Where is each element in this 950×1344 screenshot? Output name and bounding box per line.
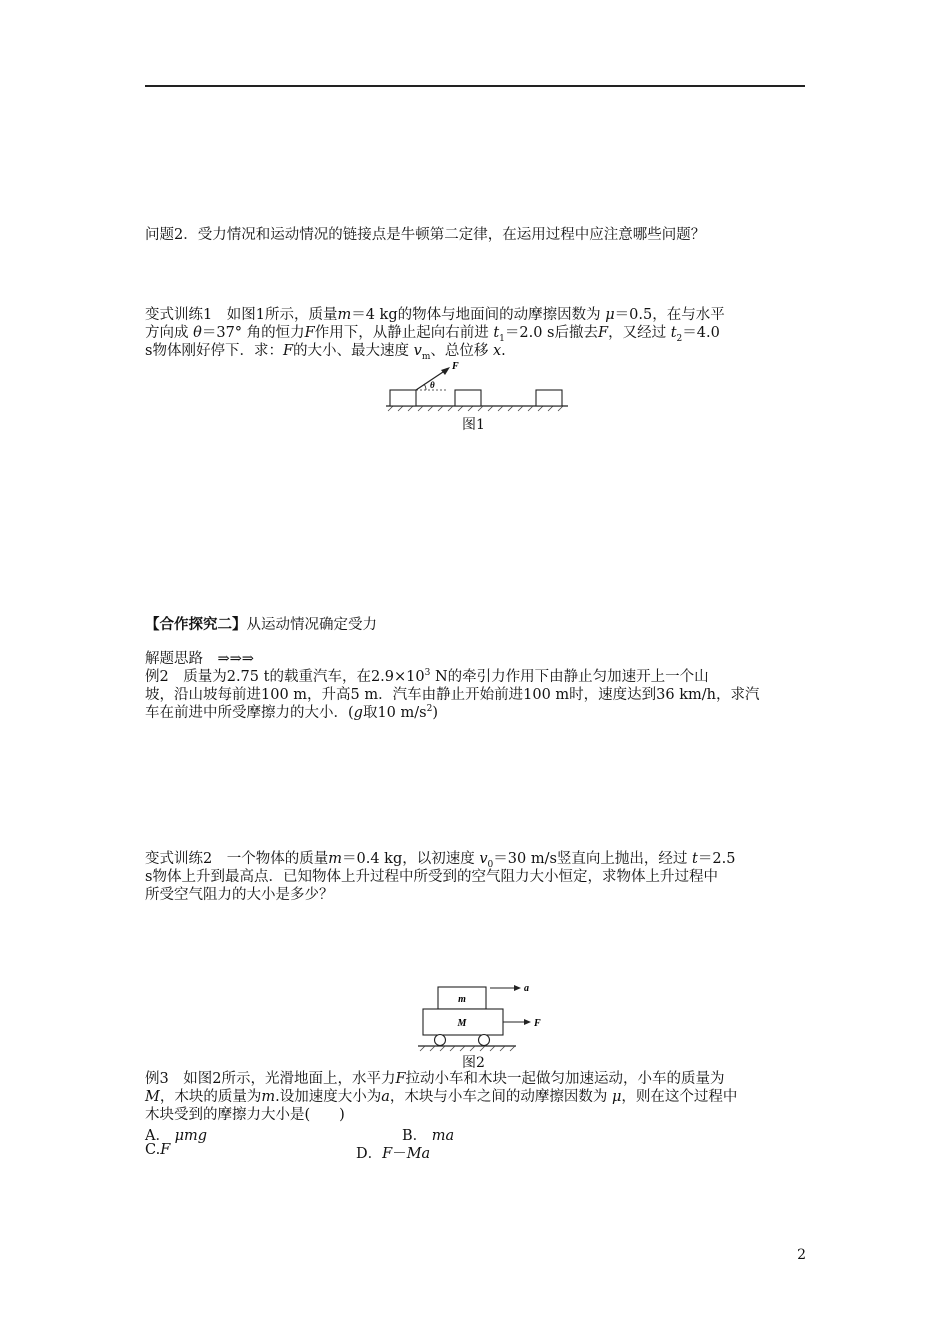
- option-b: B． ma: [402, 1128, 455, 1144]
- variant-1-line-3: s物体刚好停下．求：F的大小、最大速度 $v_m$、总位移 x.: [145, 343, 506, 362]
- variant-1-line-1: 变式训练1 如图1所示，质量m＝4 kg的物体与地面间的动摩擦因数为 μ＝0.5，在与水平: [145, 307, 725, 323]
- block-end: [536, 390, 562, 406]
- option-d: D．F－Ma: [356, 1146, 431, 1162]
- variant-2-line-1: 变式训练2 一个物体的质量m＝0.4 kg，以初速度 $v_0=30$ m/s竖直向上抛出，经过 t＝2.5: [145, 851, 736, 870]
- section-title: 从运动情况确定受力: [246, 617, 377, 633]
- question-2: [145, 226, 809, 244]
- example-2-line-1: 例2 质量为2.75 t的载重汽车，在$2.9\times 10^3$ N的牵引力作用下由静止匀加速开上一个山: [145, 668, 709, 685]
- option-c: C.F: [145, 1142, 171, 1158]
- ground-hatching: [388, 406, 563, 411]
- block-m-label: m: [458, 994, 466, 1005]
- example-2-line-3: 车在前进中所受摩擦力的大小．(g取10 $m/s^2$): [145, 704, 438, 721]
- figure-1-diagram: [380, 356, 575, 412]
- figure-2-diagram: [418, 980, 558, 1052]
- solution-thinking: 解题思路 ⇒⇒⇒: [145, 651, 254, 667]
- force-arrowhead: [441, 367, 450, 375]
- angle-arc: [424, 384, 426, 390]
- cart-M-label: M: [457, 1018, 467, 1029]
- variant-2-line-2: s物体上升到最高点．已知物体上升过程中所受到的空气阻力大小恒定，求物体上升过程中: [145, 869, 718, 885]
- floor-hatching: [420, 1046, 515, 1051]
- option-a: A． μmg: [145, 1128, 208, 1144]
- variant-2-line-3: 所受空气阻力的大小是多少？: [145, 887, 334, 903]
- example-3: [145, 1070, 809, 1124]
- force-label: F: [452, 361, 459, 372]
- example-3-line-2: M，木块的质量为m.设加速度大小为a，木块与小车之间的动摩擦因数为 μ，则在这个过程中: [145, 1089, 738, 1105]
- variant-training-2: [145, 850, 809, 904]
- figure-2-caption: 图2: [462, 1055, 485, 1071]
- wheel-left: [435, 1035, 446, 1046]
- variant-1-line-2: 方向成 θ＝37° 角的恒力F作用下，从静止起向右前进 $t_1=2.0$ s后撤去F，又经过 $t_2=4.0$: [145, 325, 720, 344]
- block-start: [390, 390, 416, 406]
- example-3-line-3: 木块受到的摩擦力大小是( ): [145, 1107, 345, 1123]
- pull-force-label: F: [534, 1018, 541, 1029]
- example-3-line-1: 例3 如图2所示，光滑地面上，水平力F拉动小车和木块一起做匀加速运动，小车的质量为: [145, 1071, 725, 1087]
- acceleration-label: a: [524, 983, 529, 994]
- figure-1-caption: 图1: [462, 417, 485, 433]
- wheel-right: [479, 1035, 490, 1046]
- acceleration-arrowhead: [514, 985, 521, 991]
- section-heading: [145, 616, 809, 634]
- angle-label: θ: [430, 380, 435, 390]
- block-middle: [455, 390, 481, 406]
- section-bracket-title: 【合作探究二】: [145, 616, 247, 633]
- example-2: [145, 650, 809, 722]
- variant-training-1: [145, 306, 809, 360]
- pull-force-arrowhead: [524, 1019, 531, 1025]
- page-number: 2: [797, 1247, 806, 1263]
- example-2-line-2: 坡，沿山坡每前进100 m，升高5 m．汽车由静止开始前进100 m时，速度达到36 km/h，求汽: [145, 687, 760, 703]
- header-rule: [145, 85, 805, 87]
- question-2-text: 问题2．受力情况和运动情况的链接点是牛顿第二定律，在运用过程中应注意哪些问题？: [145, 227, 706, 243]
